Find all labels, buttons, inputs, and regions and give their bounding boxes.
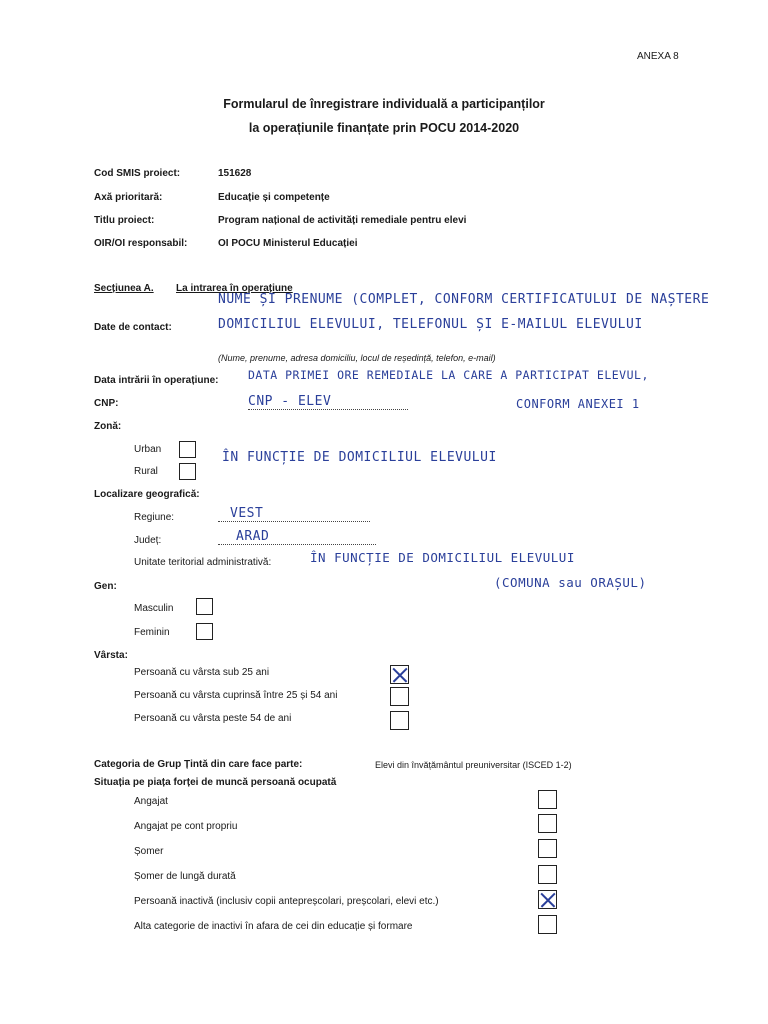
cnp-handwriting: CNP - ELEV [248,394,408,410]
labour-item-employed: Angajat [134,796,168,807]
rural-checkbox[interactable] [179,463,196,480]
age-under25-label: Persoană cu vârsta sub 25 ani [134,667,270,678]
age-between-label: Persoană cu vârsta cuprinsă între 25 și 54 ani [134,690,338,701]
target-group-label: Categoria de Grup Țintă din care face parte: [94,759,303,770]
labour-long-term-unemployed-checkbox[interactable] [538,865,557,884]
smis-value: 151628 [218,168,252,179]
labour-item-self-employed: Angajat pe cont propriu [134,821,238,832]
female-label: Feminin [134,627,170,638]
labour-item-inactive: Persoană inactivă (inclusiv copii antepreșcolari, preșcolari, elevi etc.) [134,896,439,907]
urban-label: Urban [134,444,162,455]
region-handwriting: VEST [218,506,370,522]
labour-self-employed-checkbox[interactable] [538,814,557,833]
age-label: Vârsta: [94,650,128,661]
zone-label: Zonă: [94,421,122,432]
labour-item-other-inactive: Alta categorie de inactivi în afara de cei din educație și formare [134,921,413,932]
uat-label: Unitate teritorial administrativă: [134,557,272,568]
labour-unemployed-checkbox[interactable] [538,839,557,858]
section-a-label: Secțiunea A. [94,283,154,294]
oir-label: OIR/OI responsabil: [94,238,188,249]
female-checkbox[interactable] [196,623,213,640]
urban-checkbox[interactable] [179,441,196,458]
labour-item-unemployed: Șomer [134,846,164,857]
entry-date-label: Data intrării în operațiune: [94,375,219,386]
age-between-checkbox[interactable] [390,687,409,706]
labour-item-long-term-unemployed: Șomer de lungă durată [134,871,236,882]
smis-label: Cod SMIS proiect: [94,168,181,179]
rural-label: Rural [134,466,158,477]
form-title-line1: Formularul de înregistrare individuală a participanților [223,97,545,111]
target-group-value: Elevi din învățământul preuniversitar (ISCED 1-2) [375,760,572,770]
zone-handwriting: ÎN FUNCȚIE DE DOMICILIUL ELEVULUI [222,450,497,465]
region-label: Regiune: [134,512,175,523]
axis-label: Axă prioritară: [94,192,163,203]
project-title-label: Titlu proiect: [94,215,155,226]
county-label: Județ: [134,535,162,546]
axis-value: Educație și competențe [218,192,330,203]
section-a-name: La intrarea în operațiune [176,283,293,294]
age-over54-checkbox[interactable] [390,711,409,730]
labour-employed-checkbox[interactable] [538,790,557,809]
labour-label: Situația pe piața forței de muncă persoană ocupată [94,777,337,788]
cnp-label: CNP: [94,398,119,409]
male-checkbox[interactable] [196,598,213,615]
male-label: Masculin [134,603,174,614]
entry-date-handwriting: DATA PRIMEI ORE REMEDIALE LA CARE A PARTICIPAT ELEVUL, [248,368,649,382]
annex-label: ANEXA 8 [637,51,679,62]
labour-inactive-checkbox[interactable] [538,890,557,909]
form-title-line2: la operațiunile finanțate prin POCU 2014-2020 [248,121,520,135]
gender-label: Gen: [94,581,117,592]
age-over54-label: Persoană cu vârsta peste 54 de ani [134,713,292,724]
contact-hint: (Nume, prenume, adresa domiciliu, locul de reședință, telefon, e-mail) [218,353,496,363]
entry-date-handwriting-2: CONFORM ANEXEI 1 [516,397,640,411]
labour-other-inactive-checkbox[interactable] [538,915,557,934]
project-title-value: Program național de activități remediale pentru elevi [218,215,467,226]
geo-label: Localizare geografică: [94,489,200,500]
contact-label: Date de contact: [94,322,172,333]
contact-handwriting-line2: DOMICILIUL ELEVULUI, TELEFONUL ȘI E-MAILUL ELEVULUI [218,317,643,332]
oir-value: OI POCU Ministerul Educației [218,238,358,249]
uat-handwriting-2: (COMUNA sau ORAȘUL) [494,575,647,590]
uat-handwriting: ÎN FUNCȚIE DE DOMICILIUL ELEVULUI [310,550,575,565]
age-under25-checkbox[interactable] [390,665,409,684]
contact-handwriting-line1: NUME ȘI PRENUME (COMPLET, CONFORM CERTIFICATULUI DE NAȘTERE [218,292,710,307]
county-handwriting: ARAD [218,529,376,545]
